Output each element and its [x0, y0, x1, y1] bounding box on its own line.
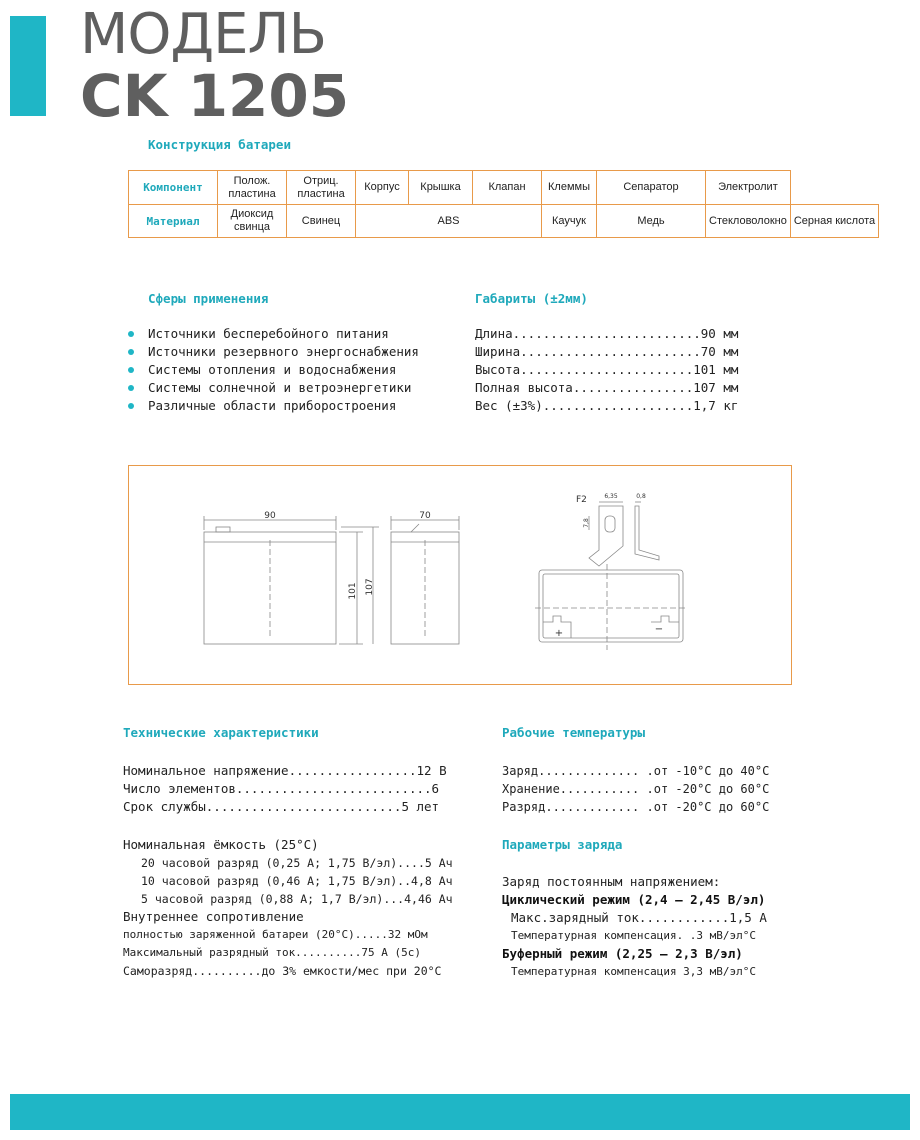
specs-heading: Технические характеристики	[123, 725, 319, 740]
component-cell: Крышка	[409, 171, 473, 205]
spec-line: Номинальное напряжение.................12 В	[123, 763, 447, 778]
bullet-icon	[128, 403, 134, 409]
component-cell: Электролит	[706, 171, 791, 205]
dimensions-heading: Габариты (±2мм)	[475, 291, 588, 306]
bullet-icon	[128, 349, 134, 355]
plus-label: +	[554, 628, 564, 639]
material-cell: Медь	[597, 205, 706, 238]
component-row	[129, 171, 879, 205]
max-current-line: Максимальный разрядный ток..........75 А (5с)	[123, 946, 422, 959]
component-cell: Сепаратор	[597, 171, 706, 205]
minus-label: −	[654, 624, 664, 635]
capacity-list	[123, 836, 453, 980]
dimension-line: Вес (±3%)....................1,7 кг	[475, 398, 739, 413]
material-label: Материал	[129, 205, 218, 238]
component-cell: Полож. пластина	[218, 171, 287, 205]
temps-heading: Рабочие температуры	[502, 725, 645, 740]
self-discharge-line: Саморазряд..........до 3% емкости/мес при 20°С	[123, 964, 442, 978]
construction-table	[128, 170, 879, 238]
temp-compensation: Температурная компенсация 3,3 мВ/эл°С	[511, 965, 757, 978]
temps-list	[502, 762, 769, 816]
applications-heading: Сферы применения	[148, 291, 269, 306]
temp-line: Заряд.............. .от -10°С до 40°С	[502, 764, 770, 778]
resistance-line: полностью заряженной батареи (20°С).....32 мОм	[123, 928, 428, 941]
header-accent-bar	[10, 16, 46, 116]
temp-line: Разряд............. .от -20°С до 60°С	[502, 800, 770, 814]
list-item: Источники бесперебойного питания	[148, 325, 419, 343]
list-item: Различные области приборостроения	[148, 397, 419, 415]
applications-list	[148, 325, 419, 415]
dimension-line: Полная высота................107 мм	[475, 380, 739, 395]
bullet-icon	[128, 331, 134, 337]
spec-line: Число элементов..........................6	[123, 781, 440, 796]
construction-heading: Конструкция батареи	[148, 137, 291, 152]
material-row	[129, 205, 879, 238]
dimension-line: Длина.........................90 мм	[475, 326, 739, 341]
footer-accent-bar	[10, 1094, 910, 1130]
component-label: Компонент	[129, 171, 218, 205]
front-width-label: 90	[264, 511, 276, 521]
model-name: CK 1205	[80, 62, 350, 130]
terminal-thickness-label: 0,8	[636, 493, 646, 500]
temp-compensation: Температурная компенсация. .3 мВ/эл°С	[511, 929, 757, 942]
max-charge-current: Макс.зарядный ток............1,5 А	[511, 910, 767, 925]
height-101-label: 101	[348, 582, 358, 600]
list-item: Системы солнечной и ветроэнергетики	[148, 379, 419, 397]
terminal-type-label: F2	[576, 495, 587, 505]
cyclic-mode: Циклический режим (2,4 – 2,45 В/эл)	[502, 892, 766, 907]
dimensions-list	[475, 325, 738, 415]
buffer-mode: Буферный режим (2,25 – 2,3 В/эл)	[502, 946, 743, 961]
capacity-line: 5 часовой разряд (0,88 А; 1,7 В/эл)...4,46 Ач	[141, 892, 453, 906]
list-item: Системы отопления и водоснабжения	[148, 361, 419, 379]
bullet-icon	[128, 367, 134, 373]
dimension-line: Высота.......................101 мм	[475, 362, 739, 377]
component-cell: Клеммы	[542, 171, 597, 205]
list-item: Источники резервного энергоснабжения	[148, 343, 419, 361]
charge-heading: Параметры заряда	[502, 837, 623, 852]
component-cell: Клапан	[473, 171, 542, 205]
charge-list	[502, 873, 767, 981]
terminal-height-label: 7,8	[583, 518, 590, 528]
temp-line: Хранение........... .от -20°С до 60°С	[502, 782, 770, 796]
material-cell: Серная кислота	[790, 205, 878, 238]
dimension-line: Ширина........................70 мм	[475, 344, 739, 359]
component-cell: Корпус	[356, 171, 409, 205]
terminal-width-label: 6,35	[604, 493, 618, 500]
material-cell: ABS	[356, 205, 542, 238]
technical-drawing	[129, 466, 790, 683]
material-cell: Диоксид свинца	[218, 205, 287, 238]
side-width-label: 70	[419, 511, 431, 521]
component-cell: Отриц. пластина	[287, 171, 356, 205]
terminal-outline	[589, 506, 623, 566]
spec-line: Срок службы..........................5 лет	[123, 799, 440, 814]
height-107-label: 107	[365, 578, 375, 596]
material-cell: Каучук	[542, 205, 597, 238]
bullet-icon	[128, 385, 134, 391]
charge-intro: Заряд постоянным напряжением:	[502, 874, 721, 889]
resistance-title: Внутреннее сопротивление	[123, 909, 304, 924]
material-cell: Стекловолокно	[706, 205, 791, 238]
technical-drawing-box	[128, 465, 792, 685]
capacity-title: Номинальная ёмкость (25°С)	[123, 837, 319, 852]
capacity-line: 20 часовой разряд (0,25 А; 1,75 В/эл)....5 Ач	[141, 856, 453, 870]
model-label: МОДЕЛЬ	[80, 2, 327, 67]
capacity-line: 10 часовой разряд (0,46 А; 1,75 В/эл)..4,8 Ач	[141, 874, 453, 888]
material-cell: Свинец	[287, 205, 356, 238]
specs-list	[123, 762, 447, 816]
